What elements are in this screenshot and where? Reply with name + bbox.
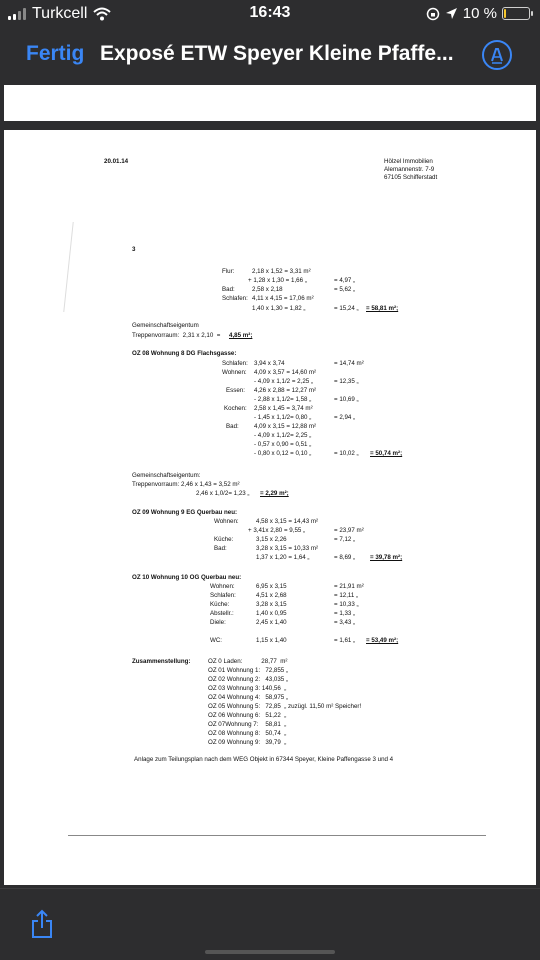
status-bar — [0, 0, 540, 30]
doc-line: = 10,69 „ — [334, 396, 359, 403]
doc-line: 3,94 x 3,74 — [254, 360, 285, 367]
doc-line: Treppenvorraum: 2,31 x 2,10 = — [132, 332, 221, 339]
doc-line: Diele: — [210, 619, 226, 626]
doc-line: 2,58 x 1,45 = 3,74 m² — [254, 405, 313, 412]
doc-line: 4,26 x 2,88 = 12,27 m² — [254, 387, 317, 394]
doc-line: = 23,97 m² — [334, 527, 364, 534]
document-title: Exposé ETW Speyer Kleine Pfaffe... — [100, 42, 454, 65]
battery-level — [504, 9, 506, 18]
doc-line: Wohnen: — [222, 369, 247, 376]
doc-line: 4,11 x 4,15 = 17,06 m² — [252, 295, 314, 302]
doc-line: = 2,94 „ — [334, 414, 356, 421]
summary-row: OZ 09 Wohnung 9: 39,79 „ — [208, 739, 287, 746]
clock: 16:43 — [249, 4, 291, 21]
doc-line: Wohnen: — [214, 518, 239, 525]
doc-total: 4,85 m²; — [229, 332, 253, 339]
summary-row: OZ 05 Wohnung 5: 72,85 „ zuzügl. 11,50 m² Speicher! — [208, 703, 362, 710]
doc-line: + 1,28 x 1,30 = 1,66 „ — [248, 277, 307, 284]
doc-line: 2,58 x 2,18 — [252, 286, 283, 293]
doc-line: = 15,24 „ — [334, 305, 359, 312]
doc-line: Bad: — [214, 545, 227, 552]
doc-line: - 2,88 x 1,1/2= 1,58 „ — [254, 396, 312, 403]
summary-row: OZ 02 Wohnung 2: 43,035 „ — [208, 676, 289, 683]
summary-row: OZ 01 Wohnung 1: 72,855 „ — [208, 667, 289, 674]
doc-line: = 14,74 m² — [334, 360, 364, 367]
doc-line: 1,37 x 1,20 = 1,64 „ — [256, 554, 310, 561]
doc-line: - 0,57 x 0,90 = 0,51 „ — [254, 441, 312, 448]
doc-address-2: Alemannenstr. 7-9 — [384, 166, 435, 173]
doc-line: 2,18 x 1,52 = 3,31 m² — [252, 268, 311, 275]
doc-line: = 1,33 „ — [334, 610, 356, 617]
markup-pen-icon[interactable] — [482, 40, 512, 70]
doc-heading: Zusammenstellung: — [132, 658, 191, 665]
doc-line: 6,95 x 3,15 — [256, 583, 287, 590]
doc-total: = 2,29 m²; — [260, 490, 289, 497]
doc-line: Treppenvorraum: 2,46 x 1,43 = 3,52 m² — [132, 481, 240, 488]
doc-line: - 4,09 x 1,1/2 = 2,25 „ — [254, 378, 313, 385]
doc-line: = 12,11 „ — [334, 592, 359, 599]
summary-row: OZ 06 Wohnung 6: 51,22 „ — [208, 712, 287, 719]
doc-line: 2,46 x 1,0/2= 1,23 „ — [196, 490, 250, 497]
doc-line: 3,28 x 3,15 — [256, 601, 287, 608]
doc-line: Abstellr.: — [210, 610, 234, 617]
navigation-bar — [0, 30, 540, 82]
doc-line: Küche: — [214, 536, 234, 543]
doc-line: Schlafen: — [210, 592, 236, 599]
summary-row: OZ 0 Laden: 28,77 m² — [208, 658, 288, 665]
battery-percent: 10 % — [462, 5, 497, 22]
doc-line: = 21,91 m² — [334, 583, 364, 590]
doc-line: 4,09 x 3,15 = 12,88 m² — [254, 423, 317, 430]
doc-line: 1,40 x 0,95 — [256, 610, 287, 617]
doc-line: 2,45 x 1,40 — [256, 619, 287, 626]
location-arrow-icon — [445, 7, 458, 20]
doc-line: + 3,41x 2,80 = 9,55 „ — [248, 527, 306, 534]
status-right — [426, 5, 530, 22]
doc-line: = 8,69 „ — [334, 554, 356, 561]
doc-line: WC: — [210, 637, 223, 644]
doc-heading: OZ 09 Wohnung 9 EG Querbau neu: — [132, 509, 238, 516]
doc-line: 3,28 x 3,15 = 10,33 m² — [256, 545, 319, 552]
document-content — [4, 130, 536, 885]
doc-line: 1,15 x 1,40 — [256, 637, 287, 644]
doc-heading: Gemeinschaftseigentum — [132, 322, 199, 329]
orientation-lock-icon — [426, 7, 440, 21]
doc-heading: OZ 08 Wohnung 8 DG Flachsgasse: — [132, 350, 237, 357]
share-icon[interactable] — [30, 909, 54, 939]
doc-line: = 3,43 „ — [334, 619, 356, 626]
battery-icon — [502, 7, 530, 20]
doc-line: 1,40 x 1,30 = 1,82 „ — [252, 305, 306, 312]
doc-line: 4,09 x 3,57 = 14,60 m² — [254, 369, 317, 376]
doc-line: - 1,45 x 1,1/2= 0,80 „ — [254, 414, 312, 421]
doc-line: = 4,97 „ — [334, 277, 356, 284]
page-divider — [68, 835, 486, 836]
doc-line: = 10,33 „ — [334, 601, 359, 608]
doc-line: - 0,80 x 0,12 = 0,10 „ — [254, 450, 312, 457]
done-button[interactable]: Fertig — [26, 42, 85, 65]
doc-footer-note: Anlage zum Teilungsplan nach dem WEG Objekt in 67344 Speyer, Kleine Paffengasse 3 und 4 — [134, 756, 394, 763]
doc-line: Flur: — [222, 268, 235, 275]
page-fold-shadow — [63, 222, 132, 312]
summary-row: OZ 04 Wohnung 4: 58,975 „ — [208, 694, 289, 701]
doc-line: Wohnen: — [210, 583, 235, 590]
doc-line: = 5,62 „ — [334, 286, 356, 293]
doc-line: 4,58 x 3,15 = 14,43 m² — [256, 518, 319, 525]
doc-address-1: Hölzel Immobilien — [384, 158, 433, 165]
summary-row: OZ 08 Wohnung 8: 50,74 „ — [208, 730, 287, 737]
doc-date: 20.01.14 — [104, 158, 129, 165]
doc-total: = 50,74 m²; — [370, 450, 403, 457]
doc-line: Bad: — [226, 423, 239, 430]
doc-line: Essen: — [226, 387, 245, 394]
previous-page — [4, 85, 536, 121]
doc-address-3: 67105 Schifferstadt — [384, 174, 438, 181]
doc-line: Schlafen: — [222, 295, 248, 302]
doc-line: = 10,02 „ — [334, 450, 359, 457]
doc-line: 4,51 x 2,68 — [256, 592, 287, 599]
document-page[interactable] — [4, 130, 536, 885]
doc-line: = 1,61 „ — [334, 637, 356, 644]
carrier-name: Turkcell — [32, 5, 88, 22]
home-indicator — [205, 950, 335, 954]
doc-total: = 53,49 m²; — [366, 637, 399, 644]
doc-total: = 58,81 m²; — [366, 305, 399, 312]
doc-line: Bad: — [222, 286, 235, 293]
doc-heading: Gemeinschaftseigentum: — [132, 472, 201, 479]
doc-line: Schlafen: — [222, 360, 248, 367]
summary-row: OZ 03 Wohnung 3: 140,56 „ — [208, 685, 287, 692]
doc-line: Küche: — [210, 601, 230, 608]
doc-line: = 7,12 „ — [334, 536, 356, 543]
doc-total: = 39,78 m²; — [370, 554, 403, 561]
summary-row: OZ 07Wohnung 7: 58,81 „ — [208, 721, 287, 728]
doc-line: Kochen: — [224, 405, 247, 412]
doc-heading: OZ 10 Wohnung 10 OG Querbau neu: — [132, 574, 242, 581]
doc-line: - 4,09 x 1,1/2= 2,25 „ — [254, 432, 312, 439]
doc-line: = 12,35 „ — [334, 378, 359, 385]
doc-line: 3,15 x 2,26 — [256, 536, 287, 543]
doc-page-number: 3 — [132, 246, 136, 253]
